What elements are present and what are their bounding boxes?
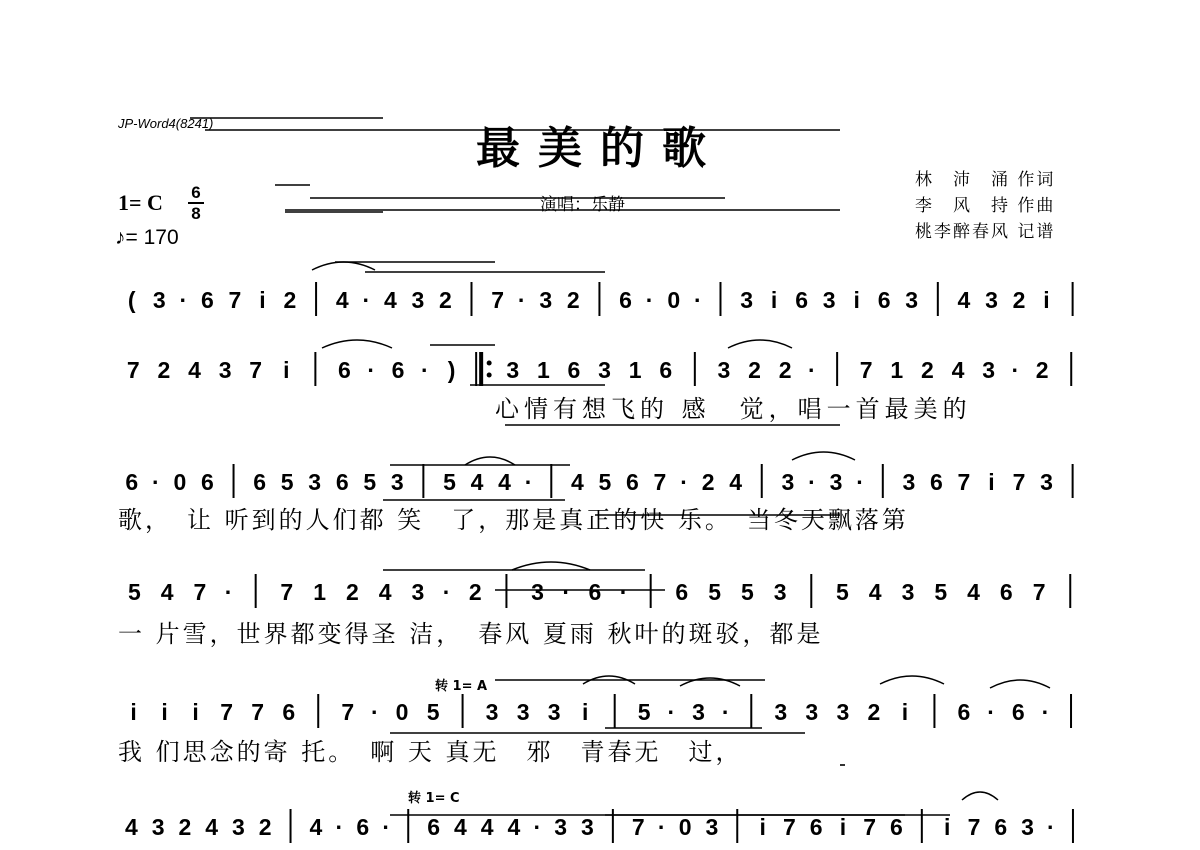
augmentation-dot: · [1011,357,1020,383]
note: 3 [773,579,787,605]
note: 3 [717,357,731,383]
augmentation-dot: · [382,814,391,840]
lyricist-credit: 林 沛 涌 作词 [915,170,1056,190]
note: 0 [667,287,681,313]
note: 4 [729,469,743,495]
note: i [839,814,847,840]
note: 4 [507,814,521,840]
note: 3 [598,357,611,383]
note: 6 [809,814,823,840]
augmentation-dot: · [524,469,533,495]
repeat-dot [487,373,492,378]
lyric-line: 我 们思念的寄 托。 啊 天 真无 邪 青春无 过， [118,738,743,766]
note: 1 [628,357,642,383]
note: 6 [201,469,214,495]
slur-arc [465,457,515,465]
note: 4 [124,814,138,840]
slur-arc [990,680,1050,688]
slur-arc [322,340,392,348]
note: 7 [859,357,873,383]
augmentation-dot: · [1041,699,1050,725]
note: 5 [708,579,721,605]
software-label: JP-Word4(8241) [118,116,214,131]
note: 2 [468,579,482,605]
key-signature: 1= C [118,190,163,215]
lyric-line: 一 片雪，世界都变得圣 洁， 春风 夏雨 秋叶的斑驳，都是 [118,620,824,648]
note: i [582,699,589,725]
note: i [770,287,778,313]
note: i [944,814,951,840]
note: 3 [692,699,705,725]
note: 3 [531,579,544,605]
note: 3 [740,287,754,313]
note: ) [447,357,456,383]
note: 3 [308,469,322,495]
note: 6 [391,357,405,383]
note: 6 [994,814,1008,840]
transcriber-credit: 桃李醉春风 记谱 [915,222,1056,242]
augmentation-dot: · [367,357,376,383]
note: 2 [1035,357,1049,383]
note: 2 [566,287,580,313]
note: 5 [836,579,849,605]
augmentation-dot: · [645,287,654,313]
augmentation-dot: · [808,357,816,383]
note: 3 [822,287,836,313]
augmentation-dot: · [151,469,160,495]
singer-credit: 演唱：乐静 [540,195,625,215]
note: i [161,699,168,725]
note: i [283,357,290,383]
note: 7 [249,357,263,383]
note: 2 [345,579,359,605]
note: 7 [228,287,242,313]
note: 7 [863,814,877,840]
note: 5 [740,579,754,605]
note: 6 [1011,699,1025,725]
note: 3 [506,357,520,383]
note: 6 [125,469,139,495]
note: 3 [231,814,245,840]
tempo-marking: ♪= 170 [115,226,179,249]
slur-arc [728,340,792,348]
note: 3 [485,699,499,725]
note: 4 [470,469,484,495]
note: 3 [547,699,561,725]
note: 2 [258,814,272,840]
note: 4 [205,814,219,840]
note: 5 [443,469,456,495]
note: 5 [426,699,440,725]
note: 3 [905,287,919,313]
augmentation-dot: · [371,699,379,725]
augmentation-dot: · [721,699,730,725]
note: 7 [220,699,234,725]
note: 3 [554,814,568,840]
augmentation-dot: · [987,699,995,725]
note: 3 [1021,814,1034,840]
note: 4 [957,287,971,313]
time-denominator: 8 [191,204,201,223]
note: 6 [795,287,809,313]
note: 7 [491,287,505,313]
note: 4 [335,287,349,313]
note: 3 [1040,469,1053,495]
note: 6 [659,357,673,383]
note: 6 [282,699,296,725]
augmentation-dot: · [667,699,676,725]
note: 2 [1012,287,1026,313]
note: 4 [498,469,511,495]
note: 3 [985,287,998,313]
note: 7 [251,699,265,725]
note: 7 [631,814,645,840]
augmentation-dot: · [680,469,688,495]
note: 6 [201,287,214,313]
note: 4 [868,579,882,605]
note: 7 [280,579,294,605]
note: 2 [921,357,934,383]
augmentation-dot: · [442,579,451,605]
note: 1 [890,357,904,383]
note: 3 [390,469,404,495]
augmentation-dot: · [335,814,344,840]
note: i [853,287,860,313]
note: 4 [951,357,965,383]
note: 6 [427,814,441,840]
augmentation-dot: · [657,814,666,840]
note: 6 [930,469,943,495]
note: 6 [567,357,581,383]
augmentation-dot: · [693,287,702,313]
note: 7 [126,357,140,383]
augmentation-dot: · [856,469,864,495]
note: 4 [378,579,392,605]
note: i [901,699,909,725]
augmentation-dot: · [179,287,188,313]
note: 3 [836,699,850,725]
slur-arc [880,676,944,684]
note: 4 [571,469,584,495]
note: 6 [890,814,903,840]
note: 4 [967,579,980,605]
note: 5 [127,579,141,605]
note: 0 [395,699,409,725]
note: 4 [160,579,174,605]
note: 3 [982,357,996,383]
augmentation-dot: · [619,579,628,605]
note: 3 [901,579,915,605]
note: 3 [539,287,553,313]
augmentation-dot: · [362,287,371,313]
lyric-line: 歌， 让 听到的人们都 笑 了，那是真正的快 乐。 当冬天飘落第 [118,506,909,534]
note: 3 [411,287,425,313]
note: 6 [626,469,639,495]
note: 3 [902,469,916,495]
note: 3 [516,699,530,725]
slur-arc [962,792,998,800]
note: 7 [783,814,796,840]
composer-credit: 李 风 持 作曲 [915,196,1056,216]
slur-arc [512,562,590,570]
note: i [259,287,266,313]
note: i [1043,287,1050,313]
note: i [988,469,995,495]
note: 4 [383,287,397,313]
note: 4 [453,814,467,840]
augmentation-dot: · [533,814,542,840]
lyric-line: 心情有想飞的 感 觉，唱一首最美的 [495,395,972,423]
note: 2 [778,357,792,383]
time-numerator: 6 [191,183,201,202]
note: 3 [152,287,166,313]
note: 3 [774,699,788,725]
modulation-mark: 转 1= A [435,679,488,694]
note: 3 [805,699,819,725]
note: 5 [598,469,612,495]
note: 3 [781,469,795,495]
note: 6 [335,469,349,495]
note: 0 [678,814,692,840]
note: 7 [193,579,207,605]
note: 7 [341,699,355,725]
note: 6 [877,287,891,313]
note: ( [127,287,136,313]
note: 6 [338,357,351,383]
note: 2 [748,357,761,383]
note: 5 [280,469,294,495]
note: 6 [675,579,689,605]
note: 3 [411,579,425,605]
note: 6 [999,579,1013,605]
note: 0 [173,469,187,495]
note: 7 [1032,579,1046,605]
note: 2 [438,287,452,313]
note: 7 [957,469,971,495]
note: 2 [701,469,715,495]
augmentation-dot: · [517,287,526,313]
augmentation-dot: · [1047,814,1055,840]
slur-arc [792,452,855,460]
song-title: 最美的歌 [476,123,724,174]
note: i [130,699,137,725]
note: 3 [829,469,843,495]
note: 4 [480,814,494,840]
slur-arc [312,262,375,270]
note: 1 [536,357,550,383]
note: 3 [705,814,719,840]
note: 7 [1012,469,1026,495]
augmentation-dot: · [224,579,233,605]
augmentation-dot: · [420,357,429,383]
note: 2 [157,357,171,383]
note: 7 [653,469,667,495]
note: 6 [619,287,632,313]
note: 2 [178,814,192,840]
note: 6 [588,579,602,605]
note: 3 [218,357,232,383]
note: 6 [356,814,370,840]
note: 4 [188,357,201,383]
note: 5 [363,469,377,495]
augmentation-dot: · [808,469,816,495]
augmentation-dot: · [562,579,571,605]
note: 1 [313,579,326,605]
note: 7 [967,814,981,840]
note: 5 [934,579,948,605]
note: i [759,814,766,840]
note: 3 [151,814,165,840]
note: i [192,699,199,725]
note: 5 [637,699,651,725]
modulation-mark: 转 1= C [408,791,460,806]
repeat-dot [487,361,492,366]
note: 6 [957,699,971,725]
note: 6 [253,469,267,495]
note: 2 [283,287,297,313]
note: 2 [867,699,881,725]
note: 4 [309,814,323,840]
note: 3 [581,814,594,840]
